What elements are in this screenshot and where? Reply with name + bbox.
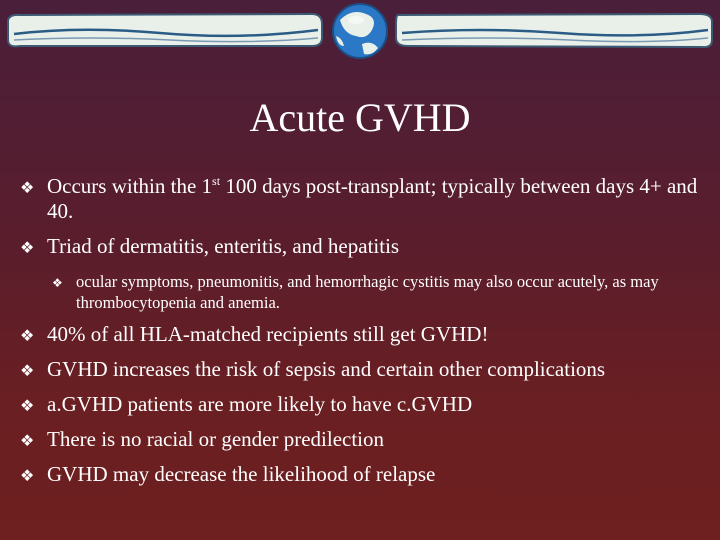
bullet-marker: ❖ (20, 238, 35, 257)
slide-title: Acute GVHD (249, 95, 471, 140)
bullet-marker: ❖ (20, 396, 35, 415)
bullet-marker: ❖ (20, 361, 35, 380)
bullet-marker: ❖ (20, 431, 35, 450)
bullet-marker: ❖ (20, 326, 35, 345)
bullet-text: GVHD increases the risk of sepsis and certain other complications (47, 357, 606, 381)
bullet-marker: ❖ (20, 178, 35, 197)
bullet-text: Triad of dermatitis, enteritis, and hepatitis (47, 234, 400, 258)
bullet-text: Occurs within the 1st 100 days post-transplant; typically between days 4+ and 40. (47, 174, 698, 223)
bullet-text: 40% of all HLA-matched recipients still get GVHD! (47, 322, 489, 346)
bullet-text: GVHD may decrease the likelihood of relapse (47, 462, 436, 486)
sub-bullet-marker: ❖ (52, 276, 63, 290)
sub-bullet-text: ocular symptoms, pneumonitis, and hemorrhagic cystitis may also occur acutely, as may thrombocytopenia and anemia. (76, 272, 659, 312)
bullet-marker: ❖ (20, 466, 35, 485)
bullet-text: a.GVHD patients are more likely to have c.GVHD (47, 392, 473, 416)
bullet-text: There is no racial or gender predilection (47, 427, 385, 451)
